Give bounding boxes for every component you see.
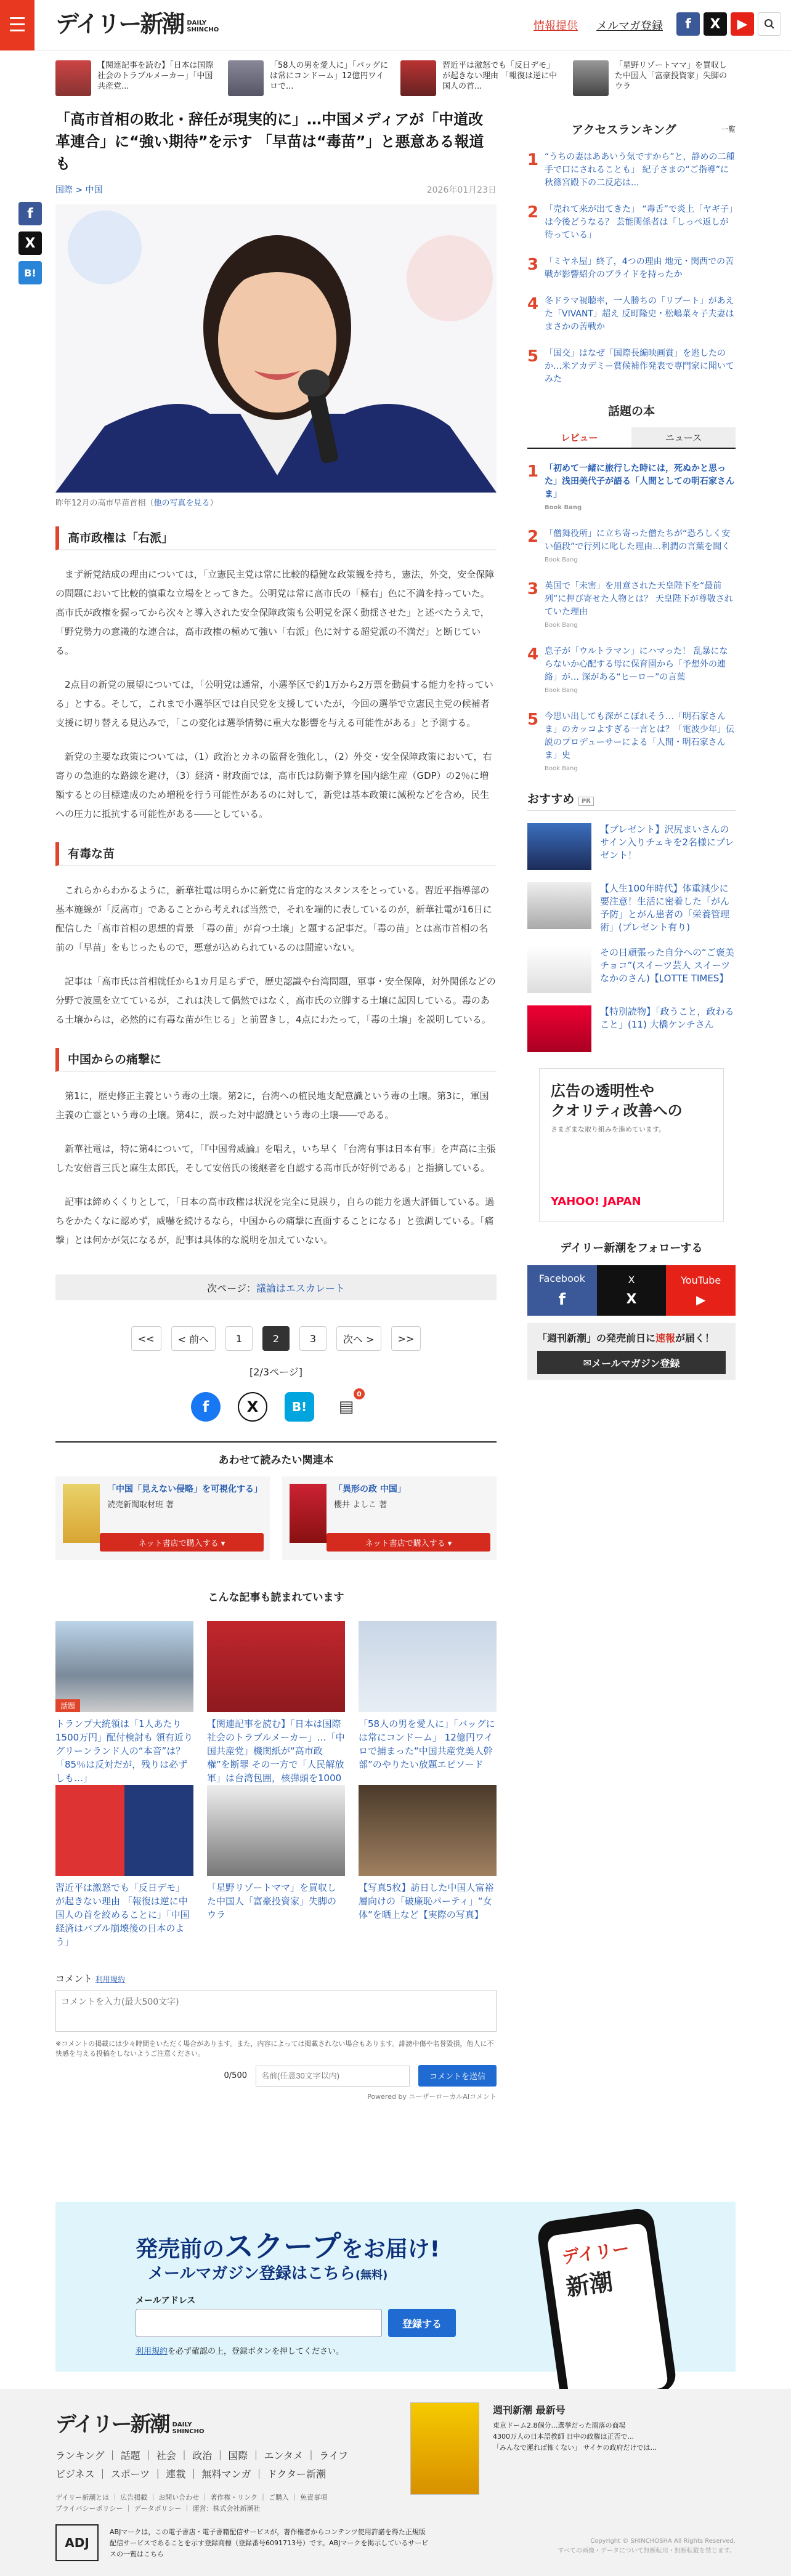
more-photos-link[interactable]: 他の写真を見る (153, 499, 210, 508)
book-item[interactable]: 1 「初めて一緒に旅行した時には，死ぬかと思った」浅田美代子が語る「人間としての明石家さんま」 Book Bang (527, 462, 734, 511)
comment-count-badge: 0 (354, 1388, 365, 1399)
pr-title: おすすめ (527, 792, 575, 806)
first-page-button[interactable]: << (131, 1326, 161, 1351)
promo-item[interactable]: 【関連記事を読む】「日本は国際社会のトラブルメーカー」「中国共産党... (55, 60, 217, 96)
tip-link[interactable]: 情報提供 (533, 20, 578, 33)
terms-link[interactable]: 利用規約 (136, 2347, 168, 2356)
submit-comment-button[interactable]: コメントを送信 (418, 2065, 497, 2087)
site-logo[interactable] (55, 12, 219, 36)
prev-page-button[interactable]: < 前へ (171, 1326, 216, 1351)
magazine-cover[interactable] (410, 2402, 479, 2495)
latest-issue-item[interactable]: 東京ドーム2.8個分…選挙だった雨落の商場 (493, 2421, 626, 2429)
ranking-item[interactable]: 2 「売れて来が出てきた」 “毒舌”で炎上「ヤギ子」は今後どうなる？ 芸能関係者は「しっぺ返しが待っている」 (527, 203, 733, 240)
also-read-heading: こんな記事も読まれています (208, 1592, 344, 1604)
article-card[interactable]: 「58人の男を愛人に」「バッグには常にコンドーム」 12億円ワイロで捕まった“中国共産党美人幹部”のやりたい放題エピソード (359, 1621, 497, 1771)
latest-issue-title: 週刊新潮 最新号 (493, 2404, 566, 2416)
follow-facebook-button[interactable]: Facebook f (527, 1265, 597, 1316)
buy-book-button[interactable]: ネット書店で購入する ▾ (100, 1533, 264, 1552)
email-input[interactable] (136, 2309, 382, 2337)
share-hatena-icon[interactable]: B! (18, 261, 42, 284)
yahoo-logo: YAHOO! JAPAN (551, 1195, 641, 1208)
article: 「高市首相の敗北・辞任が現実的に」…中国メディアが「中道改革連合」に“強い期待”を示す 「早苗は“毒苗”」と悪意ある報道も 国際 > 中国 2026年01月23日 昨年12月の高市早苗首相（他の写真を見る） 高市政権は「右派」 まず新党結成の理由については，「立憲民主党は常に比較的穏健な政策観を持ち，憲法，外交，安全保障の問題において比較的慎重な立場をとってきた。公明党は常に高市氏の「極右」色に不満を持っていた。高市氏が政権を握ってから次々と導入された安全保障政策も公明党を深く動揺させた」と述べたうえで，「野党勢力の意識的な連合は，高市政権の極めて強い「右派」色に対する超党派の不満だ」と断じている。 2点目の新党の展望については，「公明党は通常，小選挙区で約1万から2万票を動員する能力を持っている」とする。そして，これまで小選挙区では自民党を支援していたが，今回の選挙で立憲民主党の候補者支援に切り替える見込みで，「この変化は選挙情勢に重大な影響を与える可能性がある」と予測する。 新党の主要な政策については，（1）政治とカネの監督を強化し，（2）外交・安全保障政策において，右寄りの急進的な路線を避け，（3）経済・財政面では，高市氏は防衛予算を国内総生産（GDP）の2％に増額するとの目標達成のため増税を行う可能性があるのに対して，新党は基本政策に減税などを含め，民生への圧力に抵抗する可能性がある――としている。 有毒な苗 これらからわかるように，新華社電は明らかに新党に肯定的なスタンスをとっている。習近平指導部の基本施線が「反高市」であることから考えれば当然で，それを端的に表しているのが，新華社電が16日に配信した「高市首相の思想的背景 「毒の苗」が育つ土壌」と題する記事だ。「毒の苗」とは高市首相の名前の「早苗」をもじったもので，悪意が込められているのは間違いない。 記事は「高市氏は首相就任から1カ月足らずで，歴史認識や台湾問題，軍事・安全保障，対外関係などの分野で波風を立てているが，これは決して偶然ではなく，高市氏の立脚する土壌に起因している。毒のある土壌からは，必然的に有毒な苗が生じる」と前置きし，4点にわたって，「毒の土壌」を説明している。 中国からの痛撃に 第1に，歴史修正主義という毒の土壌。第2に，台湾への植民地支配意識という毒の土壌。第3に，軍国主義の亡霊という毒の土壌。第4に，誤った対中認識という毒の土壌――である。 新華社電は，特に第4について，「『中国脅威論』を唱え，いち早く「台湾有事は日本有事」を声高に主張した安倍晋三氏と麻生太郎氏，そして安倍氏の後継者を自認する高市氏が好例である」と指摘している。 記事は締めくくりとして，「日本の高市政権は状況を完全に見誤り，自らの能力を過大評価している。過ちをかたくなに認めず，威嚇を続けるなら，中国からの痛撃に直面することになる」と強調している。「痛撃」とは何かが気になるが，記事は具体的な説明を加えていない。 次ページ： 議論はエスカレート << < 前へ 1 2 3 次へ > >> [2/3ページ] f X B! ▤ 0 あわせて読みたい関連本 「中国「見えない侵略」を可視化する」 読売新聞取材班 著 ネット書店で購入する ▾ 「異形の政 中国」 櫻井 よしこ 著 ネット書店で購入する ▾ こんな記事も読まれています 話題 トランプ大統領は「1人あたり1500万円」配付検討も 領有近りグリーンランド人の“本音”は？ 「85％は反対だが，残りは必ずしも…」 【関連記事を読む】「日本は国際社会のトラブルメーカー」…「中国共産党」機関紙が“高市政権”を断罪 その一方で「人民解放軍」は台湾包囲，核弾頭を1000 「58人の男を愛人に」「バッグには常にコンドーム」 12億円ワイロで捕まった“中国共産党美人幹部”のやりたい放題エピソード 習近平は激怒でも「反日デモ」が起きない理由 「報復は逆に中国人の首を絞めることに」「中国経済はバブル崩壊後の日本のよう」 「星野リゾートママ」を買収した中国人「富豪投資家」失脚のウラ 【写真5枚】訪日した中国人富裕層向けの「破廉恥パーティ」“女体”を晒上など【実際の写真】 コメント 利用規約 コメントを入力(最大500文字) ※コメントの掲載には少々時間をいただく場合があります。また，内容によっては掲載されない場合もあります。誹謗中傷や名誉毀損，他人に不快感を与える投稿をしないようご注意ください。 0/500 名前(任意30文字以内) コメントを送信 Powered by ユーザーローカルAIコメント (55, 108, 497, 2101)
book-cover (290, 1484, 327, 1543)
newsletter-sub: メールマガジン登録はこちら(無料) (148, 2264, 388, 2283)
article-card[interactable]: 【写真5枚】訪日した中国人富裕層向けの「破廉恥パーティ」“女体”を晒上など【実際の写真】 (359, 1785, 497, 1935)
section-heading: 高市政権は「右派」 (55, 526, 497, 550)
paragraph: 新党の主要な政策については，（1）政治とカネの監督を強化し，（2）外交・安全保障政策において，右寄りの急進的な路線を避け，（3）経済・財政面では，高市氏は防衛予算を国内総生産（GDP）の2％に増額するとの目標達成のため増税を行う可能性があるのに対して，新党は基本政策に減税などを含め，民生への圧力に抵抗する可能性がある――としている。 (55, 751, 492, 819)
promo-thumbnail (573, 60, 609, 96)
magazine-signup-button[interactable]: ✉ メールマガジン登録 (537, 1351, 726, 1374)
next-page-button[interactable]: 次へ > (336, 1326, 381, 1351)
ranking-item[interactable]: 1 “うちの妻はああいう気ですから”と，静めの二種手で口にされることも」 紀子さまの“ご指導”に秋篠宮殿下の二反応は... (527, 151, 735, 188)
logo-sub: DAILY SHINCHO (187, 20, 219, 33)
powered-by: Powered by ユーザーローカルAIコメント (367, 2093, 497, 2101)
ranking-item[interactable]: 3 「ミヤネ屋」終了，4つの理由 地元・関西での苦戦が影響紹介のブライドを持ったか (527, 256, 734, 280)
ranking-item[interactable]: 4 冬ドラマ視聴率，一人勝ちの「リブート」があえた「VIVANT」超え 反町隆史・松嶋菜々子夫妻はまさかの苦戦か (527, 295, 734, 332)
tab-review[interactable]: レビュー (527, 427, 631, 448)
facebook-icon[interactable]: f (676, 12, 700, 36)
photo-caption: 昨年12月の高市早苗首相（他の写真を見る） (55, 499, 218, 508)
newsletter-link[interactable]: メルマガ登録 (596, 20, 663, 33)
rules-link[interactable]: 利用規約 (95, 1975, 125, 1984)
last-page-button[interactable]: >> (391, 1326, 421, 1351)
article-title: 「高市首相の敗北・辞任が現実的に」…中国メディアが「中道改革連合」に“強い期待”を示す 「早苗は“毒苗”」と悪意ある報道も (55, 111, 484, 172)
ranking-more-link[interactable]: 一覧 (720, 125, 736, 134)
books-title: 話題の本 (607, 405, 655, 418)
abj-text: ABJマークは，この電子書店・電子書籍配信サービスが，著作権者からコンテンツ使用許諾を得た正規版配信サービスであることを示す登録商標（登録番号6091713号）です。ABJマークを掲示しているサービスの一覧はこちら (110, 2528, 429, 2558)
magazine-signup: 「週刊新潮」の発売前日に速報が届く！ ✉ メールマガジン登録 (527, 1323, 736, 1380)
paragraph: これらからわかるように，新華社電は明らかに新党に肯定的なスタンスをとっている。習近平指導部の基本施線が「反高市」であることから考えれば当然で，それを端的に表しているのが，新華社電が16日に配信した「高市首相の思想的背景 「毒の苗」が育つ土壌」と題する記事だ。「毒の苗」とは高市首相の名前の「早苗」をもじったもので，悪意が込められているのは間違いない。 (55, 885, 492, 953)
article-card[interactable]: 【関連記事を読む】「日本は国際社会のトラブルメーカー」…「中国共産党」機関紙が“高市政権”を断罪 その一方で「人民解放軍」は台湾包囲，核弾頭を1000 (207, 1621, 345, 1771)
paragraph: 2点目の新党の展望については，「公明党は通常，小選挙区で約1万から2万票を動員する能力を持っている」とする。そして，これまで小選挙区では自民党を支援していたが，今回の選挙で立憲民主党の候補者支援に切り替える見込みで，「この変化は選挙情勢に重大な影響を与える可能性がある」と予測する。 (55, 679, 493, 728)
comment-icon[interactable]: ▤ 0 (331, 1392, 361, 1422)
paragraph: 記事は締めくくりとして，「日本の高市政権は状況を完全に見誤り，自らの能力を過大評価している。過ちをかたくなに認めず，威嚇を続けるなら，中国からの痛撃に直面することになる」と強調している。「痛撃」とは何かが気になるが，記事は具体的な説明を加えていない。 (55, 1196, 495, 1246)
promo-thumbnail (228, 60, 264, 96)
promo-item[interactable]: 「星野リゾートママ」を買収した中国人「富豪投資家」失脚のウラ (573, 60, 734, 96)
paragraph: 記事は「高市氏は首相就任から1カ月足らずで，歴史認識や台湾問題，軍事・安全保障，対外関係などの分野で波風を立てているが，これは決して偶然ではなく，高市氏の立脚する土壌に起因している。毒のある土壌からは，必然的に有毒な苗が生じる」と前置きし，4点にわたって，「毒の土壌」を説明している。 (55, 976, 496, 1025)
search-icon[interactable] (758, 12, 781, 36)
comment-form: コメント 利用規約 コメントを入力(最大500文字) ※コメントの掲載には少々時間をいただく場合があります。また，内容によっては掲載されない場合もあります。誹謗中傷や名誉毀損，他人に不快感を与える投稿をしないようご注意ください。 0/500 名前(任意30文字以内) コメントを送信 Powered by ユーザーローカルAIコメント (55, 1972, 497, 2101)
pr-item[interactable]: 【特別読物】「政うこと，政わること」(11) 大橋ケンチさん (527, 1005, 736, 1052)
related-book[interactable]: 「中国「見えない侵略」を可視化する」 読売新聞取材班 著 ネット書店で購入する ▾ (55, 1476, 270, 1560)
ranking-item[interactable]: 5 「国交」はなぜ「国際長編映画賞」を逃したのか…米アカデミー賞候補作発表で専門家に聞いてみた (527, 347, 734, 384)
footer-nav: ランキング ｜ 話題 ｜ 社会 ｜ 政治 ｜ 国際 ｜ エンタメ ｜ ライフ ビジネス ｜ スポーツ ｜ 連載 ｜ 無料マンガ ｜ ドクター新潮 デイリー新潮とは ｜ 広告掲載 ｜ お問い合わせ ｜ 著作権・リンク ｜ ご購入 ｜ 免責事項 プライバシーポリシー ｜ データポリシー ｜ 運営：株式会社新潮社 (55, 2450, 349, 2513)
latest-issue-item[interactable]: 4300万人の日本語教師 日中の政権は正否で... (493, 2433, 634, 2441)
paragraph: 第1に，歴史修正主義という毒の土壌。第2に，台湾への植民地支配意識という毒の土壌。第3に，軍国主義の亡霊という毒の土壌。第4に，誤った対中認識という毒の土壌――である。 (55, 1090, 489, 1121)
char-counter: 0/500 (224, 2071, 247, 2080)
share-bar (55, 1392, 497, 1422)
book-item[interactable]: 3 英国で「未害」を用意された天皇陛下を“最前列”に押び寄せた人物とは？ 天皇陛下が尊敬されていた理由 Book Bang (527, 580, 733, 629)
facebook-share-icon[interactable]: f (191, 1392, 221, 1422)
related-books-heading: あわせて読みたい関連本 (55, 1441, 497, 1467)
site-footer (0, 2389, 791, 2576)
subscribe-button[interactable]: 登録する (388, 2309, 456, 2337)
promo-strip (55, 50, 736, 106)
book-cover (63, 1484, 100, 1543)
book-item[interactable]: 2 「僧舞役所」に立ち寄った僧たちが“恐ろしく安い値段”で行列に叱した理由…利潤の言葉を聞く Book Bang (527, 528, 731, 563)
book-item[interactable]: 4 息子が「ウルトラマン」にハマった！ 乱暴にならないか心配する母に保育園から「予想外の連絡」が… 深がある“ヒーロー”の言葉 Book Bang (527, 645, 728, 694)
page-1-button[interactable]: 1 (225, 1326, 253, 1351)
pr-item[interactable]: 【プレゼント】沢尻まいさんのサイン入りチェキを2名様にプレゼント！ (527, 823, 736, 870)
section-heading: 有毒な苗 (55, 842, 497, 866)
footer-logo[interactable]: デイリー新潮 DAILY SHINCHO (55, 2412, 205, 2437)
page-3-button[interactable]: 3 (299, 1326, 327, 1351)
email-label: メールアドレス (136, 2296, 196, 2306)
article-card[interactable]: 話題 トランプ大統領は「1人あたり1500万円」配付検討も 領有近りグリーンランド人の“本音”は？ 「85％は反対だが，残りは必ずしも…」 (55, 1621, 193, 1771)
hero-photo[interactable] (55, 204, 497, 493)
site-header (0, 0, 791, 50)
name-input[interactable] (256, 2066, 410, 2087)
promo-item[interactable]: 「58人の男を愛人に」「バッグには常にコンドーム」12億円ワイロで... (228, 60, 389, 96)
paragraph: 新華社電は，特に第4について，「『中国脅威論』を唱え，いち早く「台湾有事は日本有事」を声高に主張した安倍晋三氏と麻生太郎氏，そして安倍氏の後継者を自認する高市氏が好例である」と指摘している。 (55, 1143, 496, 1173)
article-date: 2026年01月23日 (426, 185, 497, 195)
newsletter-banner: 発売前のスクープをお届け! メールマガジン登録はこちら(無料) メールアドレス 登録する 利用規約を必ず確認の上，登録ボタンを押してください。 デイリー 新潮 (55, 2202, 736, 2372)
also-read-grid (55, 1621, 497, 1947)
page-count: [2/3ページ] (249, 1366, 302, 1378)
youtube-icon[interactable]: ▶ (731, 12, 754, 36)
x-icon: X (626, 1292, 637, 1307)
share-facebook-icon[interactable]: f (18, 202, 42, 225)
tab-news[interactable]: ニュース (631, 427, 736, 448)
follow-title: デイリー新潮をフォローする (560, 1242, 703, 1255)
related-book[interactable]: 「異形の政 中国」 櫻井 よしこ 著 ネット書店で購入する ▾ (282, 1476, 497, 1560)
x-icon[interactable]: X (704, 12, 727, 36)
section-heading: 中国からの痛撃に (55, 1048, 497, 1072)
comment-note: ※コメントの掲載には少々時間をいただく場合があります。また，内容によっては掲載されない場合もあります。誹謗中傷や名誉毀損，他人に不快感を与える投稿をしないようご注意ください。 (55, 2040, 494, 2058)
copyright: Copyright © SHINCHOSHA All Rights Reserved. すべての画像・データについて無断転用・無断転載を禁じます。 (558, 2538, 736, 2554)
promo-thumbnail (55, 60, 91, 96)
hatena-share-icon[interactable]: B! (285, 1392, 314, 1422)
promo-thumbnail (400, 60, 436, 96)
pr-item[interactable]: その日頑張った自分への“ご褒美チョコ”(スイーツ芸人 スイーツなかのさん)【LOTTE TIMES】 (527, 946, 736, 993)
x-share-icon[interactable]: X (238, 1392, 267, 1422)
share-x-icon[interactable]: X (18, 231, 42, 255)
article-card[interactable]: 「星野リゾートママ」を買収した中国人「富豪投資家」失脚のウラ (207, 1785, 345, 1935)
facebook-icon: f (558, 1290, 566, 1309)
youtube-icon: ▶ (696, 1292, 706, 1307)
pagination (55, 1326, 497, 1351)
ranking-title: アクセスランキング (572, 123, 676, 137)
logo-text: デイリー新潮 (55, 10, 184, 38)
breadcrumb-international[interactable]: 国際 (55, 185, 73, 195)
paragraph: まず新党結成の理由については，「立憲民主党は常に比較的穏健な政策観を持ち，憲法，外交，安全保障の問題において比較的慎重な立場をとってきた。公明党は常に高市氏の「極右」色に不満を持っていた。高市氏が政権を握ってから次々と導入された安全保障政策も公明党を深く動揺させた」と述べたうえで，「野党勢力の意識的な連合は，高市政権の極めて強い「右派」色に対する超党派の不満だ」と断じている。 (55, 569, 495, 656)
next-page-link[interactable]: 次ページ： 議論はエスカレート (55, 1274, 497, 1300)
menu-button[interactable] (0, 0, 34, 50)
article-card[interactable]: 習近平は激怒でも「反日デモ」が起きない理由 「報復は逆に中国人の首を絞めることに」「中国経済はバブル崩壊後の日本のよう」 (55, 1785, 193, 1935)
latest-issue-item[interactable]: 「みんなで運れば怖くない」 サイケの政府だけでは... (493, 2444, 657, 2452)
ad-banner[interactable]: 広告の透明性や クオリティ改善への さまざまな取り組みを進めています。 YAHOO! JAPAN (539, 1068, 724, 1222)
follow-x-button[interactable]: X X (597, 1265, 667, 1316)
abj-mark: ADJ (55, 2524, 99, 2561)
buy-book-button[interactable]: ネット書店で購入する ▾ (327, 1533, 490, 1552)
follow-youtube-button[interactable]: YouTube ▶ (666, 1265, 736, 1316)
promo-item[interactable]: 習近平は激怒でも「反日デモ」が起きない理由 「報復は逆に中国人の首... (400, 60, 562, 96)
pr-badge: PR (578, 797, 594, 806)
newsletter-title: 発売前のスクープをお届け! (136, 2229, 440, 2264)
phone-illustration: デイリー 新潮 (536, 2207, 678, 2406)
book-item[interactable]: 5 今思い出しても深がこぼれそう…「明石家さんま」のカッコよすぎる一言とは？「電波少年」伝説のプロデューサーによる「人間・明石家さんま」史 Book Bang (527, 710, 734, 772)
page-2-button[interactable]: 2 (262, 1326, 290, 1351)
pr-item[interactable]: 【人生100年時代】体重減少に要注意！生活に密着した「がん予防」とがん患者の「栄養管理術」(プレゼント有り) (527, 882, 736, 934)
comment-input[interactable] (55, 1990, 497, 2032)
sidebar (527, 108, 736, 1380)
topic-badge: 話題 (55, 1699, 80, 1712)
breadcrumb-china[interactable]: 中国 (85, 185, 103, 195)
